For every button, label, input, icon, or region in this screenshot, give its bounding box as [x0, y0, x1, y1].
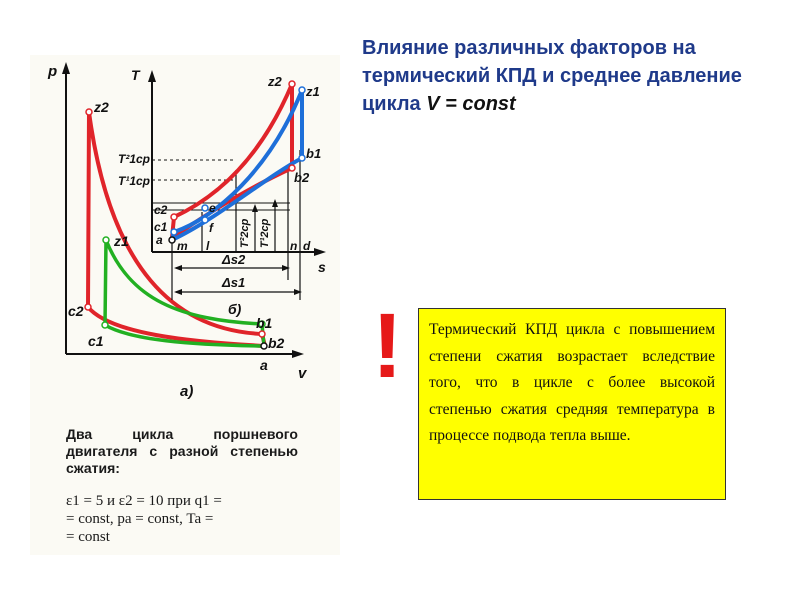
label-figure-b: б): [228, 301, 242, 317]
label-d-ts: d: [303, 239, 311, 253]
v-axis-arrow: [292, 350, 304, 358]
point-b2-pv: [259, 331, 265, 337]
point-e-ts: [202, 205, 208, 211]
label-axis-s: s: [318, 259, 326, 275]
condition-line-1: ε1 = 5 и ε2 = 10 при q1 =: [66, 493, 222, 509]
label-axis-p: p: [48, 63, 58, 80]
point-c2-pv: [85, 304, 91, 310]
condition-line-2: = const, pa = const, Ta =: [66, 511, 214, 527]
label-m-ts: m: [177, 239, 188, 253]
dim-delta-s2-right: [282, 265, 290, 271]
cycle-red-ts: [172, 84, 292, 238]
label-t1cp-upper: T¹1ср: [118, 174, 151, 188]
label-z2-ts: z2: [268, 74, 282, 89]
label-figure-a: a): [180, 383, 194, 400]
label-axis-v: v: [298, 365, 307, 382]
label-delta-s2: Δs2: [222, 252, 246, 267]
point-c2-ts: [171, 214, 177, 220]
title-text: Влияние различных факторов на термический КПД и среднее давление цикла: [362, 37, 742, 115]
point-c1-ts: [171, 229, 177, 235]
label-l-ts: l: [206, 239, 210, 253]
diagram-caption: Два цикла поршневого двигателя с разной степенью сжатия:: [66, 426, 298, 476]
arrow-t2cp: [252, 204, 258, 212]
dim-delta-s1-left: [174, 289, 182, 295]
exclamation-mark: !: [372, 295, 403, 397]
p-axis-arrow: [62, 62, 70, 74]
point-z2-pv: [86, 109, 92, 115]
label-n-ts: n: [290, 239, 298, 253]
point-c1-pv: [102, 322, 108, 328]
label-c2-pv: c2: [68, 303, 84, 319]
label-t2cp-lower: T²2ср: [239, 218, 251, 248]
condition-line-3: = const: [66, 529, 110, 545]
point-z1-ts: [299, 87, 305, 93]
label-a-pv: a: [260, 357, 268, 373]
label-b1-pv: b1: [256, 315, 273, 331]
label-z1-pv: z1: [114, 233, 129, 249]
point-b1-ts: [299, 155, 305, 161]
note-text: Термический КПД цикла с повышением степени сжатия возрастает вследствие того, что в цикле с более высокой степенью сжатия средняя температура в процессе подвода тепла выше.: [429, 321, 715, 444]
label-f-ts: f: [209, 221, 213, 235]
label-c1-ts: c1: [154, 220, 168, 234]
label-a-ts: a: [156, 233, 163, 247]
point-a-pv: [261, 343, 267, 349]
t-axis-arrow: [148, 70, 156, 82]
s-axis-arrow: [314, 248, 326, 256]
label-t1cp-lower: T¹2ср: [259, 218, 271, 248]
label-c1-pv: c1: [88, 333, 104, 349]
point-z1-pv: [103, 237, 109, 243]
label-t2cp-upper: T²1ср: [118, 152, 151, 166]
label-c2-ts: c2: [154, 203, 168, 217]
point-f-ts: [202, 217, 208, 223]
conditions: [66, 492, 298, 546]
note-box: [418, 308, 726, 500]
label-delta-s1: Δs1: [222, 275, 246, 290]
cycle-blue-ts: [172, 90, 302, 240]
label-z1-ts: z1: [306, 84, 320, 99]
dim-delta-s1-right: [294, 289, 302, 295]
title-formula: V = const: [426, 93, 516, 115]
label-b2-pv: b2: [268, 335, 285, 351]
label-b2-ts: b2: [294, 170, 310, 185]
dim-delta-s2-left: [174, 265, 182, 271]
label-b1-ts: b1: [306, 146, 322, 161]
point-z2-ts: [289, 81, 295, 87]
point-a-ts: [169, 237, 175, 243]
label-axis-t: T: [131, 67, 140, 83]
label-e-ts: e: [209, 201, 216, 215]
label-z2-pv: z2: [94, 99, 109, 115]
